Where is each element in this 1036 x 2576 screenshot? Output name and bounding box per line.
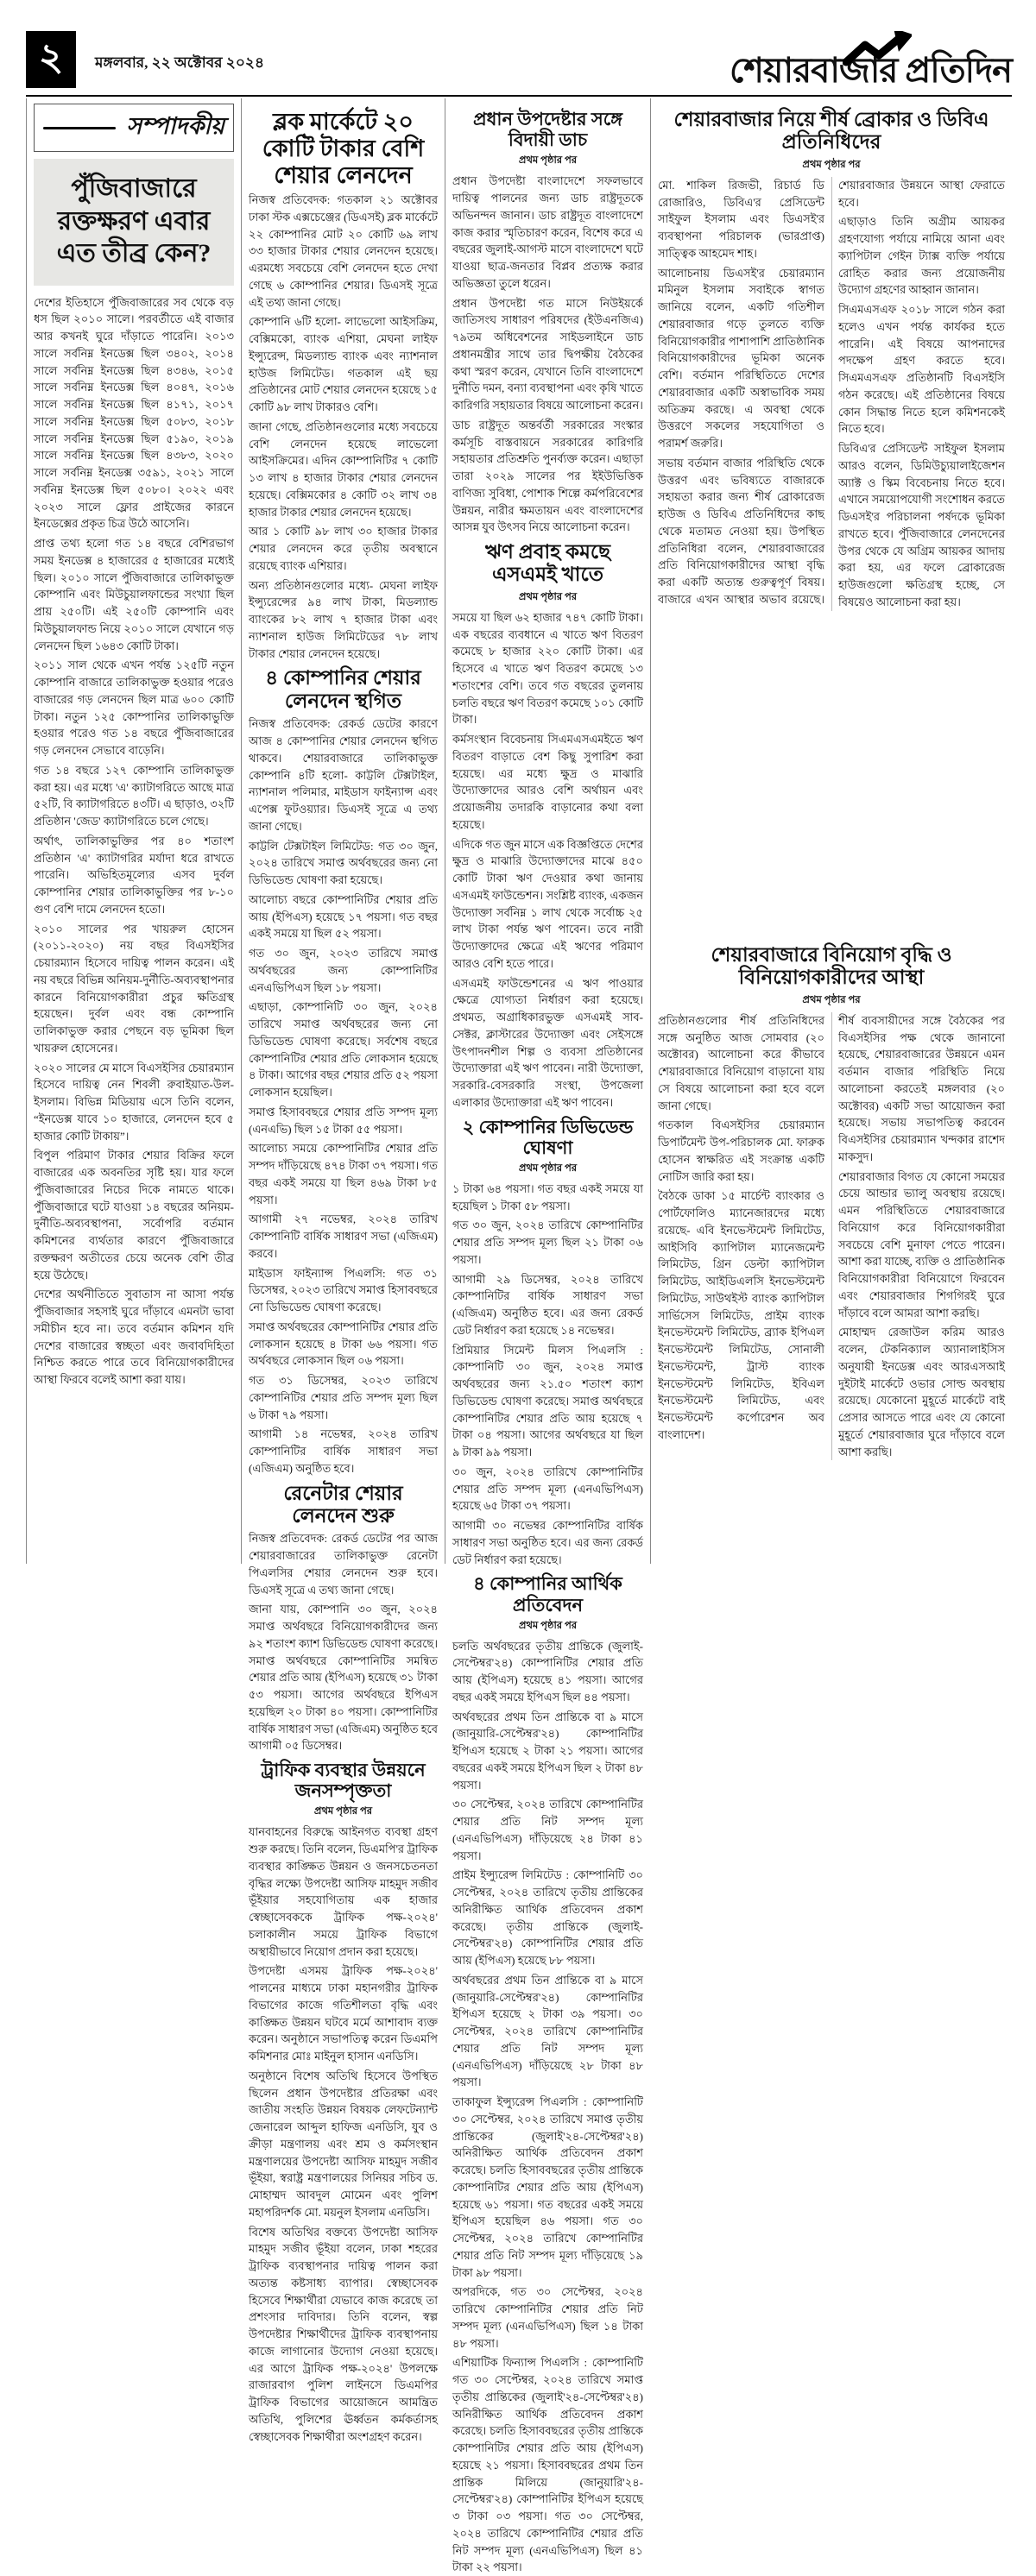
paragraph: ২০২০ সালের মে মাসে বিএসইসির চেয়ারম্যান হিসেবে দায়িত্ব নেন শিবলী রুবাইয়াত-উল-ইসলাম। বিভিন্ন মিডিয়ায় এসে তিনি বলেন, “ইনডেক্স যাবে ১০ হাজারে, লেনদেন হবে ৫ হাজার কোটি টাকায়”। xyxy=(34,1061,234,1143)
paragraph: এসএমই ফাউন্ডেশনের এ ঋণ পাওয়ার ক্ষেত্রে যোগ্যতা নির্ধারণ করা হয়েছে। প্রথমত, অগ্রাধিকারভুক্ত এসএমই সাব-সেক্টর, ক্লাস্টারের উদ্যোক্তা এবং সেইসঙ্গে উৎপাদনশীল শিল্প ও ব্যবসা প্রতিষ্ঠানের উদ্যোক্তারা এই ঋণ পাবেন। নারী উদ্যোক্তা, সরকারি-বেসরকারি সংস্থা, উপজেলা এলাকার উদ্যোক্তারা এই ঋণ পাবেন। xyxy=(452,976,643,1109)
paragraph: ২০১০ সালের পর খায়রুল হোসেন (২০১১-২০২০) নয় বছর বিএসইসির চেয়ারম্যান হিসেবে দায়িত্ব পালন করেন। এই নয় বছরে বিভিন্ন অনিয়ম-দুর্নীতি-অব্যবস্থাপনার কারনে বিনিয়োগকারীরা প্রচুর ক্ষতিগ্রস্থ হয়েছেন। দুর্বল এবং বন্ধ কোম্পানি তালিকাভুক্ত করার পেছনে বড় ভূমিকা ছিল খায়রুল হোসেনের। xyxy=(34,922,234,1055)
article-body xyxy=(249,1823,438,2445)
paragraph: প্রতিষ্ঠানগুলোর শীর্ষ প্রতিনিধিদের সঙ্গে অনুষ্ঠিত আজ সোমবার (২০ অক্টোবর) আলোচনা করে কীভাবে শেয়ারবাজারে বিনিয়োগ বাড়ানো যায় সে বিষয়ে আলোচনা করা হবে বলে জানা গেছে। xyxy=(658,1013,824,1112)
newspaper-logo xyxy=(730,51,1012,90)
article-financial-reports xyxy=(452,1573,643,2576)
article-headline: শেয়ারবাজার নিয়ে শীর্ষ ব্রোকার ও ডিবিএ প্রতিনিধিদের xyxy=(673,109,989,154)
paragraph: কাট্টলি টেক্সটাইল লিমিটেড: গত ৩০ জুন, ২০২৪ তারিখে সমাপ্ত অর্থবছরের জন্য নো ডিভিডেন্ড ঘোষণা করা হয়েছে। xyxy=(249,839,438,887)
paragraph: সময়ে যা ছিল ৬২ হাজার ৭৪৭ কোটি টাকা। এক বছরের ব্যবধানে এ খাতে ঋণ বিতরণ কমেছে ৮ হাজার ২২০ কোটি টাকা। এর হিসেবে এ খাতে ঋণ বিতরণ কমেছে ১৩ শতাংশের বেশি। তবে গত বছরের তুলনায় চলতি বছরে ঋণ বিতরণ কমেছে ১০১ কোটি টাকা। xyxy=(452,610,643,727)
paragraph: এছাড়া, কোম্পানিটি ৩০ জুন, ২০২৪ তারিখে সমাপ্ত অর্থবছরের জন্য নো ডিভিডেন্ড ঘোষণা করেছে। সর্বশেষ বছরে কোম্পানিটির শেয়ার প্রতি লোকসান হয়েছে ৪ টাকা। আগের বছর শেয়ার প্রতি ৫২ পয়সা লোকসান হয়েছিল। xyxy=(249,1000,438,1099)
continued-from-front-label: প্রথম পৃষ্ঠার পর xyxy=(518,1620,578,1631)
article-body xyxy=(249,715,438,1477)
article-body xyxy=(658,1012,1005,1461)
article-headline: ট্রাফিক ব্যবস্থার উন্নয়নে জনসম্পৃক্ততা xyxy=(261,1760,426,1802)
paragraph: গত ৩০ জুন, ২০২৩ তারিখে সমাপ্ত অর্থবছরের জন্য কোম্পানিটির এনএভিপিএস ছিল ১৮ পয়সা। xyxy=(249,947,438,994)
article-block-market xyxy=(249,109,438,662)
paragraph: ডিবিএ'র প্রেসিডেন্ট সাইফুল ইসলাম আরও বলেন, ডিমিউচ্যুয়ালাইজেশন অ্যাক্ট ও স্কিম বিবেচনায় নিতে হবে। এখানে সময়োপযোগী সংশোধন করতে ডিএসই'র পরিচালনা পর্ষদকে ভূমিকা রাখতে হবে। পুঁজিবাজারে লেনদেনের উপর থেকে যে অগ্রিম আয়কর আদায় করা হয়, এর ফলে ব্রোকারেজ হাউজগুলো ক্ষতিগ্রস্থ হচ্ছে, সে বিষয়েও আলোচনা করা হয়। xyxy=(838,442,1005,608)
continued-from-front-label: প্রথম পৃষ্ঠার পর xyxy=(802,994,861,1005)
paragraph: গত ৩০ জুন, ২০২৪ তারিখে কোম্পানিটির শেয়ার প্রতি সম্পদ মূল্য ছিল ২১ টাকা ০৬ পয়সা। xyxy=(452,1219,643,1266)
continued-from-front-label: প্রথম পৃষ্ঠার পর xyxy=(802,159,861,170)
paragraph: অন্য প্রতিষ্ঠানগুলোর মধ্যে- মেঘনা লাইফ ইন্স্যুরেন্সের ৯৪ লাখ টাকা, মিডল্যান্ড ব্যাংকের ৮২ লাখ ৭ হাজার টাকা এবং ন্যাশনাল হাউজ লিমিটেডের ৭৮ লাখ টাকার শেয়ার লেনদেন হয়েছে। xyxy=(249,578,438,660)
article-traffic xyxy=(249,1760,438,2445)
paragraph: প্রাপ্ত তথ্য হলো গত ১৪ বছরে বেশিরভাগ সময় ইনডেক্স ৪ হাজারের ৫ হাজারের মধ্যেই ছিল। ২০১০ সালে পুঁজিবাজারে তালিকাভুক্ত কোম্পানি এবং মিউচুয়ালফান্ডের সংখ্যা ছিল প্রায় ২৫০টি। এই ২৫০টি কোম্পানি এবং মিউচুয়ালফান্ড নিয়ে ২০১০ সালে যেখানে গড় লেনদেন ছিল ১৬৪৩ কোটি টাকা। xyxy=(34,537,234,652)
paragraph: ডাচ রাষ্ট্রদূত অন্তর্বর্তী সরকারের সংস্কার কর্মসূচি বাস্তবায়নে সরকারের কারিগরি সহায়তার প্রতিশ্রুতি পুনর্ব্যক্ত করেন। এছাড়া তারা ২০২৯ সালের পর ইইউভিত্তিক বাণিজ্য সুবিধা, পোশাক শিল্পে কর্মপরিবেশের উন্নয়ন, নারীর ক্ষমতায়ন এবং বাংলাদেশের আসন্ন যুব উৎসব নিয়ে আলোচনা করেন। xyxy=(452,418,643,534)
paragraph: মাইডাস ফাইন্যান্স পিএলসি: গত ৩১ ডিসেম্বর, ২০২৩ তারিখে সমাপ্ত হিসাববছরে নো ডিভিডেন্ড ঘোষণা করেছে। xyxy=(249,1266,438,1314)
continued-from-front-label: প্রথম পৃষ্ঠার পর xyxy=(518,591,578,602)
paragraph: আগামী ২৭ নভেম্বর, ২০২৪ তারিখ কোম্পানিটি বার্ষিক সাধারণ সভা (এজিএম) করবে। xyxy=(249,1212,438,1260)
article-investment-confidence xyxy=(658,944,1005,1460)
paragraph: আগামী ২৯ ডিসেম্বর, ২০২৪ তারিখে কোম্পানিটির বার্ষিক সাধারণ সভা (এজিএম) অনুষ্ঠিত হবে। এর জন্য রেকর্ড ডেট নির্ধারণ করা হয়েছে ১৪ নভেম্বর। xyxy=(452,1272,643,1337)
paragraph: বিপুল পরিমাণ টাকার শেয়ার বিক্রির ফলে বাজারের এক অবনতির সৃষ্টি হয়। যার ফলে পুঁজিবাজারের নিচের দিকে নামতে থাকে। পুঁজিবাজারে ঘটে যাওয়া ১৪ বছরের অনিয়ম-দুর্নীতি-অব্যবস্থাপনা, সর্বোপরি বর্তমান কমিশনের ব্যর্থতার কারণে পুঁজিবাজারে রক্তক্ষরণ অতীতের চেয়ে অনেক বেশি তীব্র হয়ে উঠেছে। xyxy=(34,1149,234,1282)
logo-text: শেয়ারবাজার প্রতিদিন xyxy=(730,51,1012,90)
article-headline: প্রধান উপদেষ্টার সঙ্গে বিদায়ী ডাচ xyxy=(472,109,623,151)
article-dutch-envoy xyxy=(452,109,643,536)
news-column-right xyxy=(651,98,1012,1564)
continued-from-front-label: প্রথম পৃষ্ঠার পর xyxy=(518,155,578,167)
page-number-box xyxy=(26,31,76,88)
paragraph: কর্মসংস্থান বিবেচনায় সিএমএসএমইতে ঋণ বিতরণ বাড়াতে বেশ কিছু সুপারিশ করা হয়েছে। এর মধ্যে ক্ষুদ্র ও মাঝারি উদ্যোক্তাদের আরও বেশি অর্থায়ন এবং প্রয়োজনীয় তদারকি বাড়ানোর কথা বলা হয়েছে। xyxy=(452,733,643,831)
paragraph: দেশের অর্থনীতিতে সুবাতাস না আসা পর্যন্ত পুঁজিবাজার সহসাই ঘুরে দাঁড়াবে এমনটা ভাবা সমীচীন হবে না। তবে বর্তমান কমিশন যদি দেশের বাজারের স্বচ্ছতা এবং জবাবদিহিতা নিশ্চিত করতে পারে তবে বিনিয়োগকারীদের আস্থা ফিরবে বলেই আশা করা যায়। xyxy=(34,1288,234,1386)
paragraph: দেশের ইতিহাসে পুঁজিবাজারের সব থেকে বড় ধস ছিল ২০১০ সালে। পরবর্তীতে এই বাজার আর কখনই ঘুরে দাঁড়াতে পারেনি। ২০১৩ সালে সর্বনিম্ন ইনডেক্স ছিল ৩৪০২, ২০১৪ সালে সর্বনিম্ন ইনডেক্স ছিল ৪৩৪৬, ২০১৫ সালে সর্বনিম্ন ইনডেক্স ছিল ৪০৪৭, ২০১৬ সালে সর্বনিম্ন ইনডেক্স ছিল ৪১৭১, ২০১৭ সালে সর্বনিম্ন ইনডেক্স ছিল ৫০৮৩, ২০১৮ সালে সর্বনিম্ন ইনডেক্স ছিল ৫১৯০, ২০১৯ সালে সর্বনিম্ন ইনডেক্স ছিল ৪৩৮৩, ২০২০ সালে সর্বনিম্ন ইনডেক্স ৩৫৯১, ২০২১ সালে সর্বনিম্ন ইনডেক্স ছিল ৫০৮০। ২০২২ এবং ২০২৩ সালে ফ্লোর প্রাইজের কারনে ইনডেক্সের প্রকৃত চিত্র উঠে আসেনি। xyxy=(34,295,234,531)
article-headline: ৪ কোম্পানির আর্থিক প্রতিবেদন xyxy=(473,1573,622,1616)
article-sme-loans xyxy=(452,541,643,1112)
paragraph: নিজস্ব প্রতিবেদক: রেকর্ড ডেটের কারণে আজ ৪ কোম্পানির শেয়ার লেনদেন স্থগিত থাকবে। শেয়ারবাজারে তালিকাভুক্ত কোম্পানি ৪টি হলো- কাট্টলি টেক্সটাইল, ন্যাশনাল পলিমার, মাইডাস ফাইন্যান্স এবং এপেক্স ফুটওয়্যার। ডিএসই সূত্রে এ তথ্য জানা গেছে। xyxy=(249,717,438,833)
article-body xyxy=(452,609,643,1112)
paragraph: সমাপ্ত হিসাববছরে শেয়ার প্রতি সম্পদ মূল্য (এনএভি) ছিল ১৫ টাকা ৫৫ পয়সা। xyxy=(249,1105,438,1136)
paragraph: অর্থবছরের প্রথম তিন প্রান্তিকে বা ৯ মাসে (জানুয়ারি-সেপ্টেম্বর'২৪) কোম্পানিটির ইপিএস হয়েছে ২ টাকা ৩৯ পয়সা। ৩০ সেপ্টেম্বর, ২০২৪ তারিখে কোম্পানিটির শেয়ার প্রতি নিট সম্পদ মূল্য (এনএভিপিএস) দাঁড়িয়েছে ২৮ টাকা ৪৮ পয়সা। xyxy=(452,1973,643,2089)
paragraph: শেয়ারবাজার বিগত যে কোনো সময়ের চেয়ে আন্ডার ভ্যালু অবস্থায় রয়েছে। এমন পরিস্থিতিতে শেয়ারবাজারে বিনিয়োগ করে বিনিয়োগকারীরা সবচেয়ে বেশি মুনাফা পেতে পারেন। আশা করা যাচ্ছে, ব্যক্তি ও প্রাতিষ্ঠানিক বিনিয়োগকারীরা বিনিয়োগে ফিরবেন এবং শেয়ারবাজার শিগগিরই ঘুরে দাঁড়াবে বলে আমরা আশা করছি। xyxy=(838,1169,1005,1319)
paragraph: এদিকে গত জুন মাসে এক বিজ্ঞপ্তিতে দেশের ক্ষুদ্র ও মাঝারি উদ্যোক্তাদের মাঝে ৪৫০ কোটি টাকা ঋণ দেওয়ার কথা জানায় এসএমই ফাউন্ডেশন। সংশ্লিষ্ট ব্যাংক, একজন উদ্যোক্তা সর্বনিম্ন ১ লাখ থেকে সর্বোচ্চ ২৫ লাখ টাকা পর্যন্ত ঋণ পাবেন। তবে নারী উদ্যোক্তাদের ক্ষেত্রে এই ঋণের পরিমাণ আরও বেশি হতে পারে। xyxy=(452,837,643,970)
paragraph: ৩০ সেপ্টেম্বর, ২০২৪ তারিখে কোম্পানিটির শেয়ার প্রতি নিট সম্পদ মূল্য (এনএভিপিএস) দাঁড়িয়েছে ২৪ টাকা ৪১ পয়সা। xyxy=(452,1798,643,1862)
paragraph: সমাপ্ত অর্থবছরের কোম্পানিটির শেয়ার প্রতি লোকসান হয়েছে ৪ টাকা ৬৬ পয়সা। গত অর্থবছরে লোকসান ছিল ০৬ পয়সা। xyxy=(249,1319,438,1368)
editorial-flourish-line xyxy=(43,127,116,129)
paragraph: অনুষ্ঠানে বিশেষ অতিথি হিসেবে উপস্থিত ছিলেন প্রধান উপদেষ্টার প্রতিরক্ষা এবং জাতীয় সংহতি উন্নয়ন বিষয়ক লেফটেন্যান্ট জেনারেল আব্দুল হাফিজ এনডিসি, যুব ও ক্রীড়া মন্ত্রণালয় এবং শ্রম ও কর্মসংস্থান মন্ত্রণালয়ের উপদেষ্টা আসিফ মাহমুদ সজীব ভূঁইয়া, স্বরাষ্ট্র মন্ত্রণালয়ের সিনিয়র সচিব ড. মোহাম্মদ আবদুল মোমেন এবং পুলিশ মহাপরিদর্শক মো. ময়নুল ইসলাম এনডিসি। xyxy=(249,2069,438,2219)
paragraph: এশিয়াটিক ফিন্যান্স পিএলসি : কোম্পানিটি গত ৩০ সেপ্টেম্বর, ২০২৪ তারিখে সমাপ্ত তৃতীয় প্রান্তিকের (জুলাই'২৪-সেপ্টেম্বর'২৪) অনিরীক্ষিত আর্থিক প্রতিবেদন প্রকাশ করেছে। চলতি হিসাববছরের তৃতীয় প্রান্তিকে কোম্পানিটির শেয়ার প্রতি আয় (ইপিএস) হয়েছে ২১ পয়সা। হিসাববছরের প্রথম তিন প্রান্তিক মিলিয়ে (জানুয়ারি'২৪-সেপ্টেম্বর'২৪) কোম্পানিটির ইপিএস হয়েছে ৩ টাকা ০৩ পয়সা। গত ৩০ সেপ্টেম্বর, ২০২৪ তারিখে কোম্পানিটির শেয়ার প্রতি নিট সম্পদ মূল্য (এনএভিপিএস) ছিল ৪১ টাকা ২২ পয়সা। xyxy=(452,2356,643,2574)
paragraph: যানবাহনের বিরুদ্ধে আইনগত ব্যবস্থা গ্রহণ শুরু করছে। তিনি বলেন, ডিএমপি'র ট্রাফিক ব্যবস্থার কাঙ্ক্ষিত উন্নয়ন ও জনসচেতনতা বৃদ্ধির লক্ষ্যে উপদেষ্টা আসিফ মাহমুদ সজীব ভূঁইয়ার সহযোগিতায় এক হাজার স্বেচ্ছাসেবককে ট্রাফিক পক্ষ-২০২৪' চলাকালীন সময়ে ট্রাফিক বিভাগে অস্থায়ীভাবে নিয়োগ প্রদান করা হয়েছে। xyxy=(249,1825,438,1958)
paragraph: গত ১৪ বছরে ১২৭ কোম্পানি তালিকাভুক্ত করা হয়। এর মধ্যে 'এ' ক্যাটাগরিতে আছে মাত্র ৫২টি, বি ক্যাটাগরিতে ৪৩টি। এ ছাড়াও, ৩২টি প্রতিষ্ঠান 'জেড' ক্যাটাগরিতে চলে গেছে। xyxy=(34,763,234,828)
paragraph: জানা গেছে, প্রতিষ্ঠানগুলোর মধ্যে সবচেয়ে বেশি লেনদেন হয়েছে লাভেলো আইসক্রিমের। এদিন কোম্পানিটির ৭ কোটি ১৩ লাখ ৪ হাজার টাকার শেয়ার লেনদেন হয়েছে। বেক্সিমকোর ৪ কোটি ৩২ লাখ ৩৪ হাজার টাকার শেয়ার লেনদেন হয়েছে। xyxy=(249,419,438,519)
article-body xyxy=(452,173,643,536)
editorial-headline: পুঁজিবাজারে রক্তক্ষরণ এবার এত তীব্র কেন? xyxy=(56,174,212,268)
article-body xyxy=(658,177,1005,611)
paragraph: জানা যায়, কোম্পানি ৩০ জুন, ২০২৪ সমাপ্ত অর্থবছরে বিনিয়োগকারীদের জন্য ৯২ শতাংশ ক্যাশ ডিভিডেন্ড ঘোষণা করেছে। সমাপ্ত অর্থবছরে কোম্পানিটির সমন্বিত শেয়ার প্রতি আয় (ইপিএস) হয়েছে ৩১ টাকা ৫৩ পয়সা। আগের অর্থবছরে ইপিএস হয়েছিল ২০ টাকা ৪০ পয়সা। কোম্পানিটির বার্ষিক সাধারণ সভা (এজিএম) অনুষ্ঠিত হবে আগামী ০৫ ডিসেম্বর। xyxy=(249,1603,438,1753)
paragraph: অর্থবছরের প্রথম তিন প্রান্তিকে বা ৯ মাসে (জানুয়ারি-সেপ্টেম্বর'২৪) কোম্পানিটির ইপিএস হয়েছে ২ টাকা ২১ পয়সা। আগের বছরের একই সময়ে ইপিএস ছিল ২ টাকা ৪৮ পয়সা। xyxy=(452,1710,643,1792)
paragraph: প্রধান উপদেষ্টা বাংলাদেশে সফলভাবে দায়িত্ব পালনের জন্য ডাচ রাষ্ট্রদূতকে অভিনন্দন জানান। ডাচ রাষ্ট্রদূত বাংলাদেশে কাজ করার স্মৃতিচারণ করেন, বিশেষ করে এ বছরের জুলাই-আগস্ট মাসে বাংলাদেশে ঘটে যাওয়া ছাত্র-জনতার বিপ্লব প্রত্যক্ষ করার অভিজ্ঞতা তুলে ধরেন। xyxy=(452,174,643,290)
editorial-section-label: সম্পাদকীয় xyxy=(126,112,224,139)
editorial-body xyxy=(34,294,234,1389)
paragraph: কোম্পানি ৬টি হলো- লাভেলো আইসক্রিম, বেক্সিমকো, ব্যাংক এশিয়া, মেঘনা লাইফ ইন্স্যুরেন্স, মিডল্যান্ড ব্যাংক এবং ন্যাশনাল হাউজ লিমিটেড। গতকাল এই ছয় প্রতিষ্ঠানের মোট শেয়ার লেনদেন হয়েছে ১৫ কোটি ৯৮ লাখ টাকারও বেশি। xyxy=(249,315,438,414)
paragraph: নিজস্ব প্রতিবেদক: রেকর্ড ডেটের পর আজ শেয়ারবাজারের তালিকাভুক্ত রেনেটা পিএলসির শেয়ার লেনদেন শুরু হবে। ডিএসই সূত্রে এ তথ্য জানা গেছে। xyxy=(249,1532,438,1597)
article-renata-trading xyxy=(249,1483,438,1755)
article-headline: ৪ কোম্পানির শেয়ার লেনদেন স্থগিত xyxy=(265,667,421,712)
paragraph: ১ টাকা ৬৪ পয়সা। গত বছর একই সময়ে যা হয়েছিল ১ টাকা ৫৮ পয়সা। xyxy=(452,1181,643,1212)
article-body xyxy=(249,1530,438,1754)
editorial-section-header xyxy=(34,104,234,152)
paragraph: তাকাফুল ইন্স্যুরেন্স পিএলসি : কোম্পানিটি ৩০ সেপ্টেম্বর, ২০২৪ তারিখে সমাপ্ত তৃতীয় প্রান্তিকের (জুলাই'২৪-সেপ্টেম্বর'২৪) অনিরীক্ষিত আর্থিক প্রতিবেদন প্রকাশ করেছে। চলতি হিসাববছরের তৃতীয় প্রান্তিকে কোম্পানিটির শেয়ার প্রতি আয় (ইপিএস) হয়েছে ৬১ পয়সা। গত বছরের একই সময়ে ইপিএস হয়েছিল ৪৬ পয়সা। গত ৩০ সেপ্টেম্বর, ২০২৪ তারিখে কোম্পানিটির শেয়ার প্রতি নিট সম্পদ মূল্য দাঁড়িয়েছে ১৯ টাকা ৯৮ পয়সা। xyxy=(452,2095,643,2279)
news-column-3 xyxy=(445,98,651,2574)
continued-from-front-label: প্রথম পৃষ্ঠার পর xyxy=(313,1806,373,1817)
article-broker-dba-meeting xyxy=(658,109,1005,939)
paragraph: নিজস্ব প্রতিবেদক: গতকাল ২১ অক্টোবর ঢাকা স্টক এক্সচেঞ্জের (ডিএসই) ব্লক মার্কেটে ২২ কোম্পানির মোট ২০ কোটি ৬৯ লাখ ৩৩ হাজার টাকার শেয়ার লেনদেন হয়েছে। এরমধ্যে সবচেয়ে বেশি লেনদেন হতে দেখা গেছে ৬ কোম্পানির শেয়ার। ডিএসই সূত্রে এই তথ্য জানা গেছে। xyxy=(249,193,438,309)
paragraph: প্রাইম ইন্স্যুরেন্স লিমিটেড : কোম্পানিটি ৩০ সেপ্টেম্বর, ২০২৪ তারিখে তৃতীয় প্রান্তিকের অনিরীক্ষিত আর্থিক প্রতিবেদন প্রকাশ করেছে। তৃতীয় প্রান্তিকে (জুলাই-সেপ্টেম্বর'২৪) কোম্পানিটির শেয়ার প্রতি আয় (ইপিএস) হয়েছে ৮৮ পয়সা। xyxy=(452,1868,643,1968)
paragraph: ৩০ জুন, ২০২৪ তারিখে কোম্পানিটির শেয়ার প্রতি সম্পদ মূল্য (এনএভিপিএস) হয়েছে ৬৫ টাকা ৩৭ পয়সা। xyxy=(452,1464,643,1513)
article-headline: রেনেটার শেয়ার লেনদেন শুরু xyxy=(283,1482,403,1527)
trend-arrow-icon xyxy=(843,31,912,73)
article-body xyxy=(452,1181,643,1569)
article-body xyxy=(249,192,438,662)
paragraph: ২০১১ সাল থেকে এখন পর্যন্ত ১২৫টি নতুন কোম্পানি বাজারে তালিকাভুক্ত হওয়ার পরেও বাজারের গড় লেনদেন ছিল মাত্র ৬০০ কোটি টাকা। নতুন ১২৫ কোম্পানির তালিকাভুক্তি হওয়ার পরেও গত ১৪ বছরে পুঁজিবাজারের গড় লেনদেন সেভাবে বাড়েনি। xyxy=(34,658,234,757)
paragraph: বৈঠকে ডাকা ১৫ মার্চেন্ট ব্যাংকার ও পোর্টফোলিও ম্যানেজারদের মধ্যে রয়েছে- এবি ইনভেস্টমেন্ট লিমিটেড, আইসিবি ক্যাপিটাল ম্যানেজমেন্ট লিমিটেড, গ্রিন ডেল্টা ক্যাপিটাল লিমিটেড, আইডিএলসি ইনভেস্টমেন্ট লিমিটেড, সাউথইস্ট ব্যাংক ক্যাপিটাল সার্ভিসেস লিমিটেড, প্রাইম ব্যাংক ইনভেস্টমেন্ট লিমিটেড, ব্র্যাক ইপিএল ইনভেস্টমেন্ট লিমিটেড, সোনালী ইনভেস্টমেন্ট, ট্রাস্ট ব্যাংক ইনভেস্টমেন্ট লিমিটেড, ইবিএল ইনভেস্টমেন্ট লিমিটেড, এবং ইনভেস্টমেন্ট কর্পোরেশন অব বাংলাদেশ। xyxy=(658,1189,824,1441)
article-body xyxy=(452,1638,643,2576)
editorial-headline-box xyxy=(34,159,234,286)
paragraph: গতকাল বিএসইসির চেয়ারম্যান ডিপার্টমেন্ট উপ-পরিচালক মো. ফারুক হোসেন স্বাক্ষরিত এই সংক্রান্ত একটি নোটিস জারি করা হয়। xyxy=(658,1118,824,1183)
news-column-2 xyxy=(242,98,445,2443)
page-body xyxy=(26,98,1012,2574)
paragraph: উপদেষ্টা এসময় ট্রাফিক পক্ষ-২০২৪' পালনের মাধ্যমে ঢাকা মহানগরীর ট্রাফিক বিভাগের কাজে গতিশীলতা বৃদ্ধি এবং কাঙ্ক্ষিত উন্নয়ন ঘটবে মর্মে আশাবাদ ব্যক্ত করেন। অনুষ্ঠানে সভাপতিত্ব করেন ডিএমপি কমিশনার মোঃ মাইনুল হাসান এনডিসি। xyxy=(249,1964,438,2063)
article-headline: ঋণ প্রবাহ কমছে এসএমই খাতে xyxy=(484,541,611,586)
paragraph: আগামী ৩০ নভেম্বর কোম্পানিটির বার্ষিক সাধারণ সভা অনুষ্ঠিত হবে। এর জন্য রেকর্ড ডেট নির্ধারণ করা হয়েছে। xyxy=(452,1519,643,1566)
paragraph: অর্থাৎ, তালিকাভুক্তির পর ৪০ শতাংশ প্রতিষ্ঠান 'এ' ক্যাটাগরির মর্যাদা ধরে রাখতে পারেনি। অভিহিতমূল্যের এসব দুর্বল কোম্পানির শেয়ার তালিকাভুক্তির পর ৮-১০ গুণ বেশি দামে লেনদেন হতো। xyxy=(34,834,234,916)
paragraph: আলোচ্য বছরে কোম্পানিটির শেয়ার প্রতি আয় (ইপিএস) হয়েছে ১৭ পয়সা। গত বছর একই সময়ে যা ছিল ৫২ পয়সা। xyxy=(249,892,438,941)
paragraph: প্রিমিয়ার সিমেন্ট মিলস পিএলসি : কোম্পানিটি ৩০ জুন, ২০২৪ সমাপ্ত অর্থবছরের জন্য ২১.৫০ শতাংশ ক্যাশ ডিভিডেন্ড ঘোষণা করেছে। সমাপ্ত অর্থবছরে কোম্পানিটির শেয়ার প্রতি আয় হয়েছে ৭ টাকা ০৪ পয়সা। আগের অর্থবছরে যা ছিল ৯ টাকা ৯৯ পয়সা। xyxy=(452,1343,643,1459)
article-trade-suspended xyxy=(249,667,438,1477)
paragraph: গত ৩১ ডিসেম্বর, ২০২৩ তারিখে কোম্পানিটির শেয়ার প্রতি সম্পদ মূল্য ছিল ৬ টাকা ৭৯ পয়সা। xyxy=(249,1374,438,1421)
editorial-column xyxy=(26,98,242,1564)
paragraph: শীর্ষ ব্যবসায়ীদের সঙ্গে বৈঠকের পর বিএসইসির পক্ষ থেকে জানানো হয়েছে, শেয়ারবাজারের উন্নয়নে এমন বর্তমান বাজার পরিস্থিতি নিয়ে আলোচনা করতেই মঙ্গলবার (২০ অক্টোবর) একটি সভা আয়োজন করা হয়েছে। সভায় সভাপতিত্ব করবেন বিএসইসির চেয়ারম্যান খন্দকার রাশেদ মাকসুদ। xyxy=(838,1013,1005,1163)
paragraph: মো. শাকিল রিজভী, রিচার্ড ডি রোজারিও, ডিবিএ'র প্রেসিডেন্ট সাইফুল ইসলাম এবং ডিএসই'র ব্যবস্থাপনা পরিচালক (ভারপ্রাপ্ত) সাত্ত্বিক আহমেদ শাহ। xyxy=(658,178,824,260)
article-headline: ব্লক মার্কেটে ২০ কোটি টাকার বেশি শেয়ার লেনদেন xyxy=(262,109,425,189)
paragraph: আলোচনায় ডিএসই'র চেয়ারম্যান মমিনুল ইসলাম সবাইকে স্বাগত জানিয়ে বলেন, একটি গতিশীল শেয়ারবাজার গড়ে তুলতে ব্যক্তি বিনিয়োগকারীর পাশাপাশি প্রাতিষ্ঠানিক বিনিয়োগকারীদের ভূমিকা অনেক বেশি। বর্তমান পরিস্থিতিতে দেশের শেয়ারবাজার একটি অস্বাভাবিক সময় অতিক্রম করছে। এ অবস্থা থেকে উত্তরণে সকলের সহযোগিতা ও পরামর্শ জরুরি। xyxy=(658,266,824,450)
paragraph: প্রধান উপদেষ্টা গত মাসে নিউইয়র্কে জাতিসংঘ সাধারণ পরিষদের (ইউএনজিএ) ৭৯তম অধিবেশনের সাইডলাইনে ডাচ প্রধানমন্ত্রীর সাথে তার দ্বিপক্ষীয় বৈঠকের কথা স্মরণ করেন, যেখানে তিনি বাংলাদেশে দুর্নীতি দমন, বন্যা ব্যবস্থাপনা এবং কৃষি খাতে কারিগরি সহায়তার বিষয়ে আলোচনা করেন। xyxy=(452,296,643,413)
paragraph: আগামী ১৪ নভেম্বর, ২০২৪ তারিখ কোম্পানিটির বার্ষিক সাধারণ সভা (এজিএম) অনুষ্ঠিত হবে। xyxy=(249,1427,438,1475)
page-number: ২ xyxy=(38,35,64,79)
article-dividend-declaration xyxy=(452,1117,643,1569)
paragraph: আলোচ্য সময়ে কোম্পানিটির শেয়ার প্রতি সম্পদ দাঁড়িয়েছে ৪৭৪ টাকা ৩৭ পয়সা। গত বছর একই সময়ে যা ছিল ৪৬৯ টাকা ৮৫ পয়সা। xyxy=(249,1142,438,1206)
paragraph: সভায় বর্তমান বাজার পরিস্থিতি থেকে উত্তরণ এবং ভবিষ্যতে বাজারকে সহায়তা করার জন্য শীর্ষ ব্রোকারেজ হাউজ ও ডিবিএ প্রতিনিধিদের কাছ থেকে মতামত নেওয়া হয়। উপস্থিত প্রতিনিধিরা বলেন, শেয়ারবাজারের প্রতি বিনিয়োগকারীদের আস্থা বৃদ্ধি করা একটি অত্যন্ত গুরুত্বপূর্ণ বিষয়। বাজারে এখন আস্থার অভাব রয়েছে। শেয়ারবাজার উন্নয়নে আস্থা ফেরাতে হবে। xyxy=(658,178,1005,606)
article-headline: শেয়ারবাজারে বিনিয়োগ বৃদ্ধি ও বিনিয়োগকারীদের আস্থা xyxy=(711,944,952,989)
paragraph: এছাড়াও তিনি অগ্রীম আয়কর গ্রহণযোগ্য পর্যায়ে নামিয়ে আনা এবং ক্যাপিটাল গেইন ট্যাক্স ব্যক্তি পর্যায়ে রোহিত করার জন্য প্রয়োজনীয় উদ্যোগ গ্রহণের আহ্বান জানান। xyxy=(838,215,1005,297)
page-header xyxy=(26,31,1012,97)
paragraph: সিএমএসএফ ২০১৮ সালে গঠন করা হলেও এখন পর্যন্ত কার্যকর হতে পারেনি। এই বিষয়ে আপনাদের পদক্ষেপ গ্রহণ করতে হবে। সিএমএসএফ প্রতিষ্ঠানটি বিএসইসি গঠন করেছে। এই প্রতিষ্ঠানের বিষয়ে কোন সিদ্ধান্ত নিতে হলে কমিশনকেই নিতে হবে। xyxy=(838,303,1005,436)
paragraph: চলতি অর্থবছরের তৃতীয় প্রান্তিকে (জুলাই-সেপ্টেম্বর'২৪) কোম্পানিটির শেয়ার প্রতি আয় (ইপিএস) হয়েছে ৪১ পয়সা। আগের বছর একই সময়ে ইপিএস ছিল ৪৪ পয়সা। xyxy=(452,1639,643,1704)
continued-from-front-label: প্রথম পৃষ্ঠার পর xyxy=(518,1162,578,1174)
date-line: মঙ্গলবার, ২২ অক্টোবর ২০২৪ xyxy=(95,54,264,71)
article-headline: ২ কোম্পানির ডিভিডেন্ড ঘোষণা xyxy=(462,1116,634,1158)
paragraph: আর ১ কোটি ৯৮ লাখ ৩০ হাজার টাকার শেয়ার লেনদেন করে তৃতীয় অবস্থানে রয়েছে ব্যাংক এশিয়ার। xyxy=(249,525,438,572)
paragraph: বিশেষ অতিথির বক্তব্যে উপদেষ্টা আসিফ মাহমুদ সজীব ভূঁইয়া বলেন, ঢাকা শহরের ট্রাফিক ব্যবস্থাপনার দায়িত্ব পালন করা অত্যন্ত কষ্টসাধ্য ব্যাপার। স্বেচ্ছাসেবক হিসেবে শিক্ষার্থীরা যেভাবে কাজ করেছে তা প্রশংসার দাবিদার। তিনি বলেন, স্বল্প উপদেষ্টার শিক্ষার্থীদের ট্রাফিক ব্যবস্থাপনায় কাজে লাগানোর উদ্যোগ নেওয়া হয়েছে। এর আগে ট্রাফিক পক্ষ-২০২৪' উপলক্ষে রাজারবাগ পুলিশ লাইনসে ডিএমপির ট্রাফিক বিভাগের আয়োজনে আমন্ত্রিত অতিথি, পুলিশের ঊর্ধ্বতন কর্মকর্তাসহ স্বেচ্ছাসেবক শিক্ষার্থীরা অংশগ্রহণ করেন। xyxy=(249,2225,438,2443)
paragraph: মোহাম্মদ রেজাউল করিম আরও বলেন, টেকনিক্যাল অ্যানালাইসিস অনুযায়ী ইনডেক্স এবং আরএসআই দুইটাই মার্কেটে ওভার সোল্ড অবস্থায় রয়েছে। যেকোনো মুহূর্তে মার্কেটে বাই প্রেসার আসতে পারে এবং যে কোনো মুহূর্তে শেয়ারবাজার ঘুরে দাঁড়াবে বলে আশা করছি। xyxy=(838,1326,1005,1458)
paragraph: অপরদিকে, গত ৩০ সেপ্টেম্বর, ২০২৪ তারিখে কোম্পানিটির শেয়ার প্রতি নিট সম্পদ মূল্য (এনএভিপিএস) ছিল ১৪ টাকা ৪৮ পয়সা। xyxy=(452,2285,643,2350)
